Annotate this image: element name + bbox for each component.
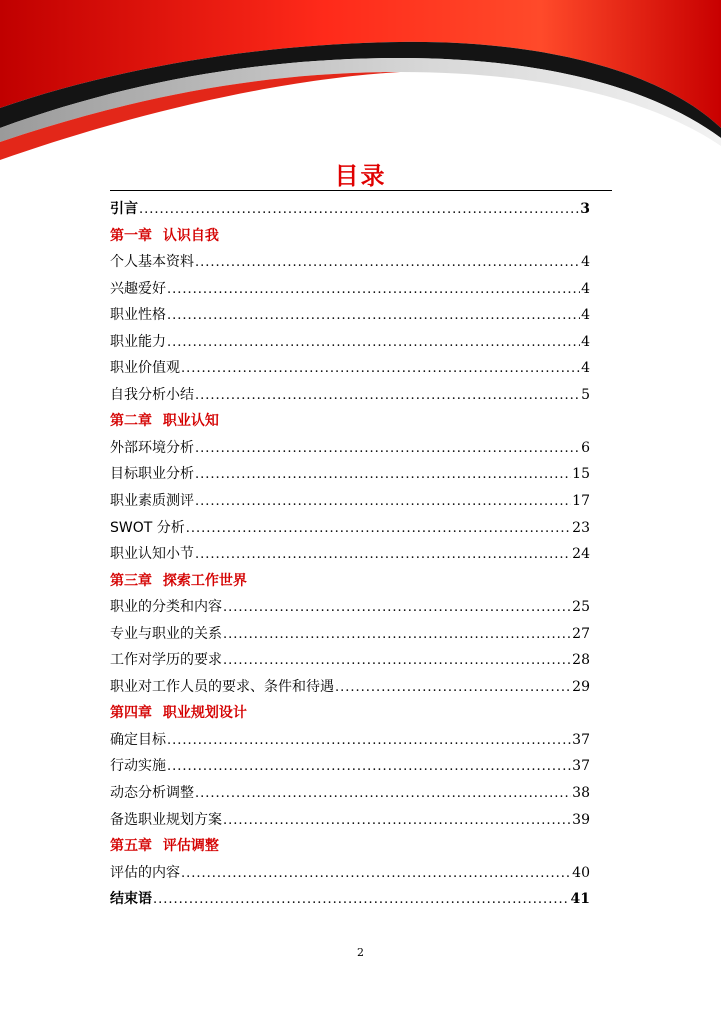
toc-entry-page: 23 xyxy=(572,519,590,536)
toc-entry-label: 自我分析小结 xyxy=(110,386,194,403)
toc-entry-label: 专业与职业的关系 xyxy=(110,625,222,642)
toc-entry-label: 职业认知小节 xyxy=(110,546,194,563)
toc-entry-label: 评估的内容 xyxy=(110,864,180,881)
toc-dot-leader xyxy=(167,303,580,330)
toc-entry-page: 4 xyxy=(581,254,590,271)
toc-dot-leader xyxy=(167,330,580,357)
toc-entry[interactable] xyxy=(110,886,590,913)
toc-entry-label: 结束语 xyxy=(110,891,152,908)
toc-dot-leader xyxy=(223,808,571,835)
toc-entry-label: 兴趣爱好 xyxy=(110,280,166,297)
toc-entry-page: 39 xyxy=(572,811,590,828)
toc-entry-page: 29 xyxy=(572,678,590,695)
title-divider xyxy=(110,190,612,191)
toc-chapter-heading[interactable] xyxy=(110,408,590,435)
toc-entry-label: 职业价值观 xyxy=(110,360,180,377)
toc-entry-label: 第二章 职业认知 xyxy=(110,413,219,430)
toc-chapter-heading[interactable] xyxy=(110,223,590,250)
toc-dot-leader xyxy=(195,781,571,808)
toc-entry-page: 28 xyxy=(572,652,590,669)
toc-dot-leader xyxy=(181,861,571,888)
toc-entry[interactable] xyxy=(110,435,590,462)
toc-dot-leader xyxy=(167,277,580,304)
toc-entry-label: 职业能力 xyxy=(110,333,166,350)
toc-entry[interactable] xyxy=(110,329,590,356)
toc-entry-label: 第一章 认识自我 xyxy=(110,227,219,244)
toc-entry[interactable] xyxy=(110,647,590,674)
toc-chapter-heading[interactable] xyxy=(110,833,590,860)
toc-entry[interactable] xyxy=(110,276,590,303)
toc-entry-label: 第四章 职业规划设计 xyxy=(110,705,247,722)
toc-entry[interactable] xyxy=(110,807,590,834)
page-number: 2 xyxy=(357,946,364,959)
toc-entry-label: 职业素质测评 xyxy=(110,493,194,510)
toc-entry-page: 25 xyxy=(572,599,590,616)
toc-entry-label: 职业性格 xyxy=(110,307,166,324)
toc-entry-page: 38 xyxy=(572,785,590,802)
toc-dot-leader xyxy=(195,462,571,489)
toc-entry-page: 15 xyxy=(572,466,590,483)
toc-chapter-heading[interactable] xyxy=(110,568,590,595)
toc-entry[interactable] xyxy=(110,621,590,648)
toc-dot-leader xyxy=(139,197,579,224)
toc-dot-leader xyxy=(195,542,571,569)
toc-entry-page: 40 xyxy=(572,864,590,881)
toc-entry[interactable] xyxy=(110,249,590,276)
toc-dot-leader xyxy=(153,887,570,914)
toc-dot-leader xyxy=(223,622,571,649)
toc-entry-label: 确定目标 xyxy=(110,731,166,748)
toc-entry[interactable] xyxy=(110,541,590,568)
toc-entry-page: 4 xyxy=(581,280,590,297)
toc-dot-leader xyxy=(195,383,580,410)
toc-dot-leader xyxy=(195,436,580,463)
toc-entry[interactable] xyxy=(110,780,590,807)
toc-entry-label: 行动实施 xyxy=(110,758,166,775)
toc-entry[interactable] xyxy=(110,727,590,754)
toc-entry-page: 37 xyxy=(572,731,590,748)
toc-entry-label: 动态分析调整 xyxy=(110,785,194,802)
toc-entry[interactable] xyxy=(110,461,590,488)
toc-dot-leader xyxy=(223,648,571,675)
toc-entry[interactable] xyxy=(110,196,590,223)
toc-dot-leader xyxy=(167,728,571,755)
toc-dot-leader xyxy=(186,516,571,543)
toc-entry-label: 第五章 评估调整 xyxy=(110,838,219,855)
toc-dot-leader xyxy=(223,595,571,622)
toc-title: 目录 xyxy=(334,162,387,190)
toc-dot-leader xyxy=(335,675,571,702)
toc-entry-page: 27 xyxy=(572,625,590,642)
toc-entry-label: SWOT 分析 xyxy=(110,519,185,536)
toc-entry-label: 引言 xyxy=(110,201,138,217)
toc-dot-leader xyxy=(195,250,580,277)
toc-entry[interactable] xyxy=(110,515,590,542)
toc-entry-label: 职业对工作人员的要求、条件和待遇 xyxy=(110,678,334,695)
toc-entry-label: 第三章 探索工作世界 xyxy=(110,572,247,589)
toc-entry-label: 个人基本资料 xyxy=(110,254,194,271)
toc-entry-page: 4 xyxy=(581,307,590,324)
toc-entry-page: 3 xyxy=(580,201,590,217)
toc-chapter-heading[interactable] xyxy=(110,700,590,727)
toc-entry-page: 24 xyxy=(572,546,590,563)
toc-dot-leader xyxy=(167,754,571,781)
toc-entry-label: 备选职业规划方案 xyxy=(110,811,222,828)
table-of-contents xyxy=(110,196,590,913)
toc-entry-label: 外部环境分析 xyxy=(110,439,194,456)
toc-entry[interactable] xyxy=(110,674,590,701)
toc-entry-label: 职业的分类和内容 xyxy=(110,599,222,616)
toc-entry-page: 5 xyxy=(581,386,590,403)
toc-entry-page: 6 xyxy=(581,439,590,456)
toc-entry[interactable] xyxy=(110,302,590,329)
toc-entry-page: 4 xyxy=(581,333,590,350)
toc-entry[interactable] xyxy=(110,860,590,887)
toc-dot-leader xyxy=(181,356,580,383)
toc-entry-page: 37 xyxy=(572,758,590,775)
toc-entry-page: 17 xyxy=(572,493,590,510)
toc-entry[interactable] xyxy=(110,355,590,382)
toc-entry[interactable] xyxy=(110,382,590,409)
toc-entry-label: 目标职业分析 xyxy=(110,466,194,483)
toc-entry-label: 工作对学历的要求 xyxy=(110,652,222,669)
toc-dot-leader xyxy=(195,489,571,516)
toc-entry[interactable] xyxy=(110,488,590,515)
toc-entry[interactable] xyxy=(110,753,590,780)
toc-entry[interactable] xyxy=(110,594,590,621)
toc-entry-page: 41 xyxy=(570,891,590,908)
toc-entry-page: 4 xyxy=(581,360,590,377)
